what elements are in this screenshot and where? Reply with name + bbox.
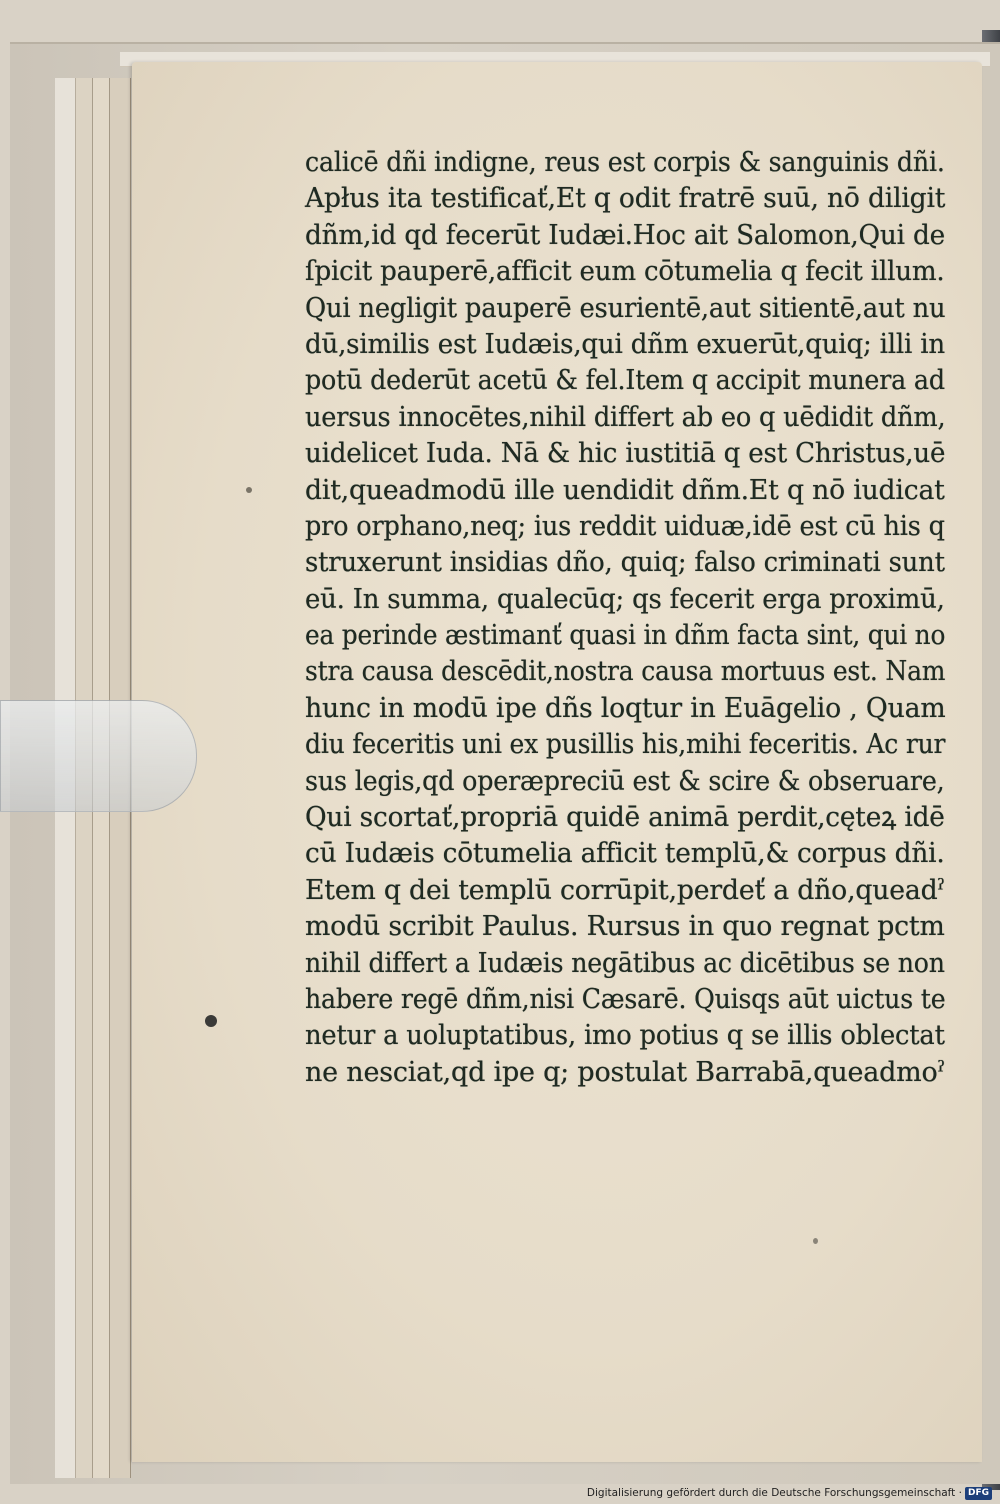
paper-spot (246, 487, 252, 493)
text-line: Qui scortať,propriā quidē animā perdit,cęteꝝ idē (305, 802, 945, 834)
text-line: hunc in modū ipe dñs loqtur in Euāgelio , Quam (305, 692, 946, 724)
footer-credit-text: Digitalisierung gefördert durch die Deutsche Forschungsgemeinschaft · (586, 1487, 962, 1499)
digitization-footer (587, 1484, 992, 1502)
text-line: struxerunt insidias dño, quiq; falso criminati sunt (305, 547, 945, 579)
text-line: dit,queadmodū ille uendidit dñm.Et q nō iudicat (305, 474, 945, 506)
text-line: cū Iudæis cōtumelia afficit templū,& corpus dñi. (305, 838, 945, 870)
text-line: Etem q dei templū corrūpit,perdeť a dño,queadˀ (305, 874, 945, 906)
text-line: Apłus ita testificať,Et q odit fratrē suū, nō diligit (305, 183, 946, 215)
plastic-page-tab (0, 700, 197, 812)
text-line: netur a uoluptatibus, imo potius q se illis oblectat (305, 1020, 945, 1052)
text-line: nihil differt a Iudæis negātibus ac dicētibus se non (305, 947, 945, 979)
text-line: dū,similis est Iudæis,qui dñm exuerūt,quiq; illi in (305, 328, 946, 360)
text-line: Qui negligit pauperē esurientē,aut sitientē,aut nu (305, 292, 946, 324)
wormhole-mark (205, 1015, 217, 1027)
paper-spot (813, 1238, 818, 1244)
text-line: modū scribit Paulus. Rursus in quo regnat pctm (305, 911, 945, 943)
text-line: ea perinde æstimanť quasi in dñm facta sint, qui no (305, 620, 946, 652)
text-line: uersus innocētes,nihil differt ab eo q uēdidit dñm, (305, 401, 946, 433)
text-line: habere regē dñm,nisi Cæsarē. Quisqs aūt uictus te (305, 983, 946, 1015)
text-line: potū dederūt acetū & fel.Item q accipit munera ad (305, 365, 945, 397)
text-line: uidelicet Iuda. Nā & hic iustitiā q est Christus,uē (305, 438, 946, 470)
text-line: calicē dñi indigne, reus est corpis & sanguinis dñi. (305, 147, 945, 178)
text-line: dñm,id qd fecerūt Iudæi.Hoc ait Salomon,Qui de (305, 219, 946, 251)
page-text-block (305, 145, 945, 1091)
text-line: eū. In summa, qualecūq; qs fecerit erga proximū, (305, 583, 945, 615)
text-line: stra causa descēdit,nostra causa mortuus est. Nam (305, 656, 946, 688)
text-line: sus legis,qd operæpreciū est & scire & obseruare, (305, 765, 945, 797)
dfg-logo-icon: DFG (965, 1487, 992, 1500)
text-line: pro orphano,neq; ius reddit uiduæ,idē est cū his q (305, 510, 945, 542)
text-line: ne nesciat,qd ipe q; postulat Barrabā,queadmoˀ (305, 1056, 945, 1088)
text-line: diu feceritis uni ex pusillis his,mihi feceritis. Ac rur (305, 729, 946, 761)
text-line: ſpicit pauperē,afficit eum cōtumelia q fecit illum. (305, 256, 945, 288)
